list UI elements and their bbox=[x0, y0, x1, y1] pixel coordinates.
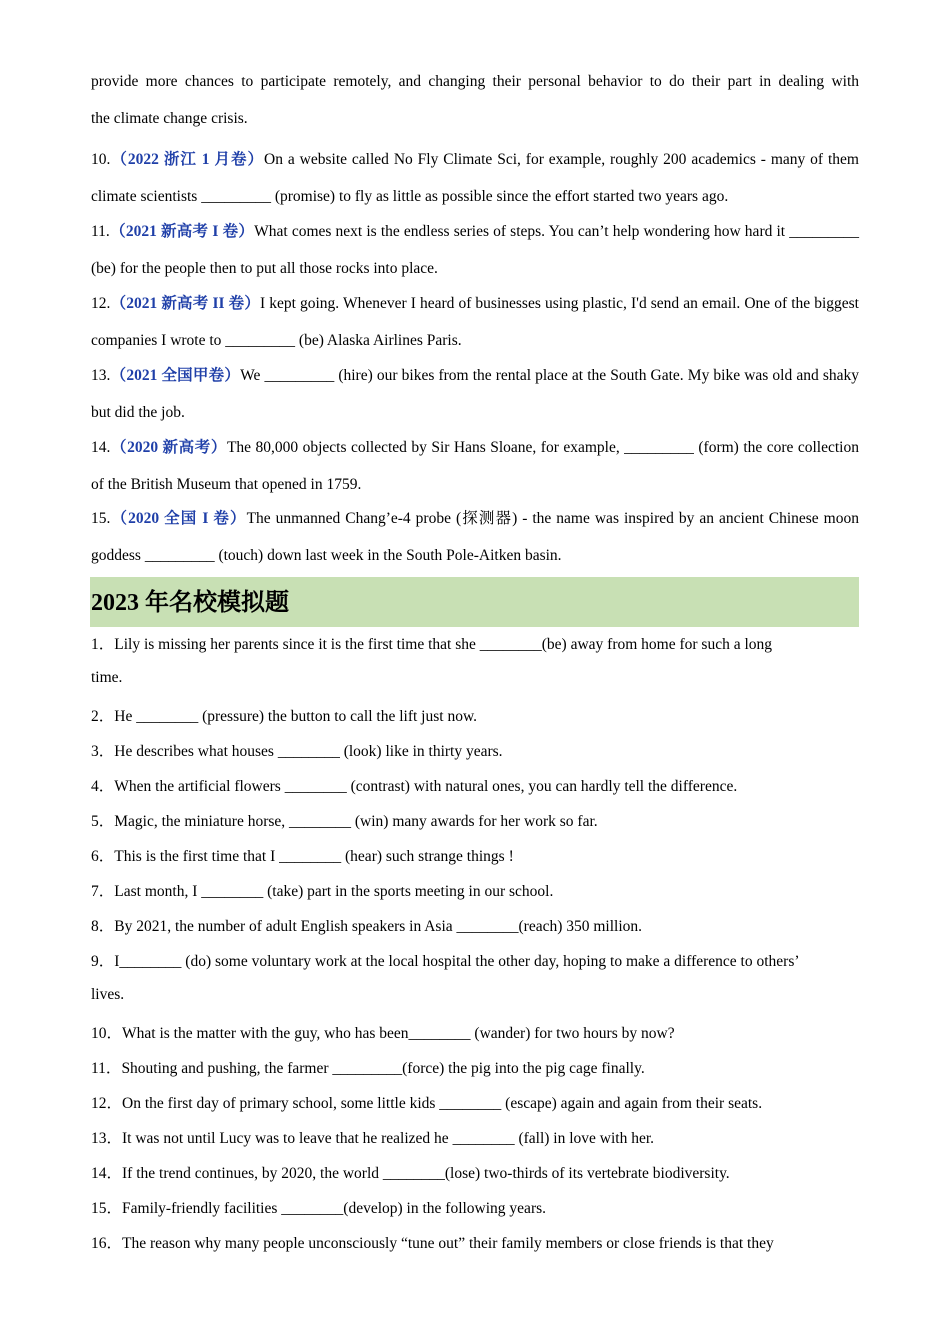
item-text: He ________ (pressure) the button to call the lift just now. bbox=[114, 708, 478, 725]
mock-item-6 bbox=[91, 844, 514, 866]
item-number: 11. bbox=[91, 223, 110, 240]
mock-item-3 bbox=[91, 739, 503, 761]
intro-line-2: the climate change crisis. bbox=[91, 110, 248, 127]
mock-item-14 bbox=[91, 1161, 730, 1183]
item-text: The unmanned Chang’e-4 probe (探测器) - the name was inspired by an ancient Chinese moon goddess _________ (touch) down last week in the South Pole-Aitken basin. bbox=[91, 510, 859, 564]
item-text: This is the first time that I ________ (hear) such strange things ! bbox=[114, 848, 514, 865]
item-number: 8． bbox=[91, 918, 115, 935]
mock-item-16 bbox=[91, 1231, 774, 1253]
item-text: Last month, I ________ (take) part in the sports meeting in our school. bbox=[114, 883, 554, 900]
item-number: 7． bbox=[91, 883, 115, 900]
mock-item-5 bbox=[91, 809, 598, 831]
item-text: If the trend continues, by 2020, the world ________(lose) two-thirds of its vertebrate biodiversity. bbox=[122, 1165, 730, 1182]
exam-item-12 bbox=[91, 285, 859, 359]
mock-item-1 bbox=[91, 632, 772, 654]
item-text: The 80,000 objects collected by Sir Hans Sloane, for example, _________ (form) the core collection of the British Museum that opened in 1759. bbox=[91, 439, 859, 493]
item-text: On a website called No Fly Climate Sci, for example, roughly 200 academics - many of them climate scientists _________ (promise) to fly as little as possible since the effort started two years ago. bbox=[91, 151, 859, 205]
item-number: 16． bbox=[91, 1235, 123, 1252]
item-text: What comes next is the endless series of steps. You can’t help wondering how hard it _________ (be) for the people then to put all those rocks into place. bbox=[91, 223, 859, 277]
item-text: What is the matter with the guy, who has been________ (wander) for two hours by now? bbox=[122, 1025, 675, 1042]
item-number: 3． bbox=[91, 743, 115, 760]
item-text: He describes what houses ________ (look) like in thirty years. bbox=[114, 743, 503, 760]
section-heading: 2023 年名校模拟题 bbox=[90, 577, 859, 627]
item-number: 14． bbox=[91, 1165, 123, 1182]
item-source: （2022 浙江 1 月卷） bbox=[110, 151, 265, 168]
mock-item-4 bbox=[91, 774, 737, 796]
item-number: 9． bbox=[91, 953, 115, 970]
item-number: 13. bbox=[91, 367, 111, 384]
exam-item-15 bbox=[91, 500, 859, 574]
mock-item-1-continued: time. bbox=[91, 669, 123, 686]
item-number: 12. bbox=[91, 295, 111, 312]
item-text: Lily is missing her parents since it is the first time that she ________(be) away from home for such a long bbox=[114, 636, 773, 653]
item-number: 5． bbox=[91, 813, 115, 830]
item-number: 2． bbox=[91, 708, 115, 725]
item-text: Magic, the miniature horse, ________ (win) many awards for her work so far. bbox=[114, 813, 598, 830]
item-number: 6． bbox=[91, 848, 115, 865]
intro-line-1: provide more chances to participate remotely, and changing their personal behavior to do their part in dealing with bbox=[91, 73, 859, 90]
item-number: 15． bbox=[91, 1200, 123, 1217]
mock-item-9-continued: lives. bbox=[91, 986, 125, 1003]
item-source: （2021 新高考 II 卷） bbox=[110, 295, 261, 312]
item-number: 10. bbox=[91, 151, 111, 168]
item-text: Shouting and pushing, the farmer _________(force) the pig into the pig cage finally. bbox=[121, 1060, 645, 1077]
mock-item-11 bbox=[91, 1056, 645, 1078]
item-number: 1． bbox=[91, 636, 115, 653]
exam-item-13 bbox=[91, 357, 859, 431]
exam-item-10 bbox=[91, 141, 859, 215]
mock-item-8 bbox=[91, 914, 642, 936]
item-source: （2020 全国 I 卷） bbox=[110, 510, 247, 527]
item-text: It was not until Lucy was to leave that he realized he ________ (fall) in love with her. bbox=[122, 1130, 655, 1147]
exam-item-14 bbox=[91, 429, 859, 503]
item-text: Family-friendly facilities ________(develop) in the following years. bbox=[122, 1200, 547, 1217]
mock-item-12 bbox=[91, 1091, 762, 1113]
item-number: 15. bbox=[91, 510, 111, 527]
item-text: I kept going. Whenever I heard of businesses using plastic, I'd send an email. One of the biggest companies I wrote to _________ (be) Alaska Airlines Paris. bbox=[91, 295, 859, 349]
item-source: （2020 新高考） bbox=[110, 439, 227, 456]
mock-item-10 bbox=[91, 1021, 675, 1043]
item-number: 12． bbox=[91, 1095, 123, 1112]
item-number: 11． bbox=[91, 1060, 122, 1077]
item-text: We _________ (hire) our bikes from the rental place at the South Gate. My bike was old and shaky but did the job. bbox=[91, 367, 859, 421]
item-text: The reason why many people unconsciously “tune out” their family members or close friends is that they bbox=[122, 1235, 774, 1252]
mock-item-9 bbox=[91, 949, 800, 971]
mock-item-2 bbox=[91, 704, 477, 726]
item-source: （2021 新高考 I 卷） bbox=[109, 223, 255, 240]
item-text: When the artificial flowers ________ (contrast) with natural ones, you can hardly tell the difference. bbox=[114, 778, 738, 795]
item-number: 10． bbox=[91, 1025, 123, 1042]
mock-item-15 bbox=[91, 1196, 546, 1218]
exam-item-11 bbox=[91, 213, 859, 287]
item-text: I________ (do) some voluntary work at the local hospital the other day, hoping to make a difference to others’ bbox=[114, 953, 800, 970]
item-number: 14. bbox=[91, 439, 111, 456]
item-number: 4． bbox=[91, 778, 115, 795]
item-number: 13． bbox=[91, 1130, 123, 1147]
item-source: （2021 全国甲卷） bbox=[110, 367, 241, 384]
item-text: By 2021, the number of adult English speakers in Asia ________(reach) 350 million. bbox=[114, 918, 643, 935]
mock-item-7 bbox=[91, 879, 553, 901]
mock-item-13 bbox=[91, 1126, 654, 1148]
item-text: On the first day of primary school, some little kids ________ (escape) again and again from their seats. bbox=[122, 1095, 763, 1112]
